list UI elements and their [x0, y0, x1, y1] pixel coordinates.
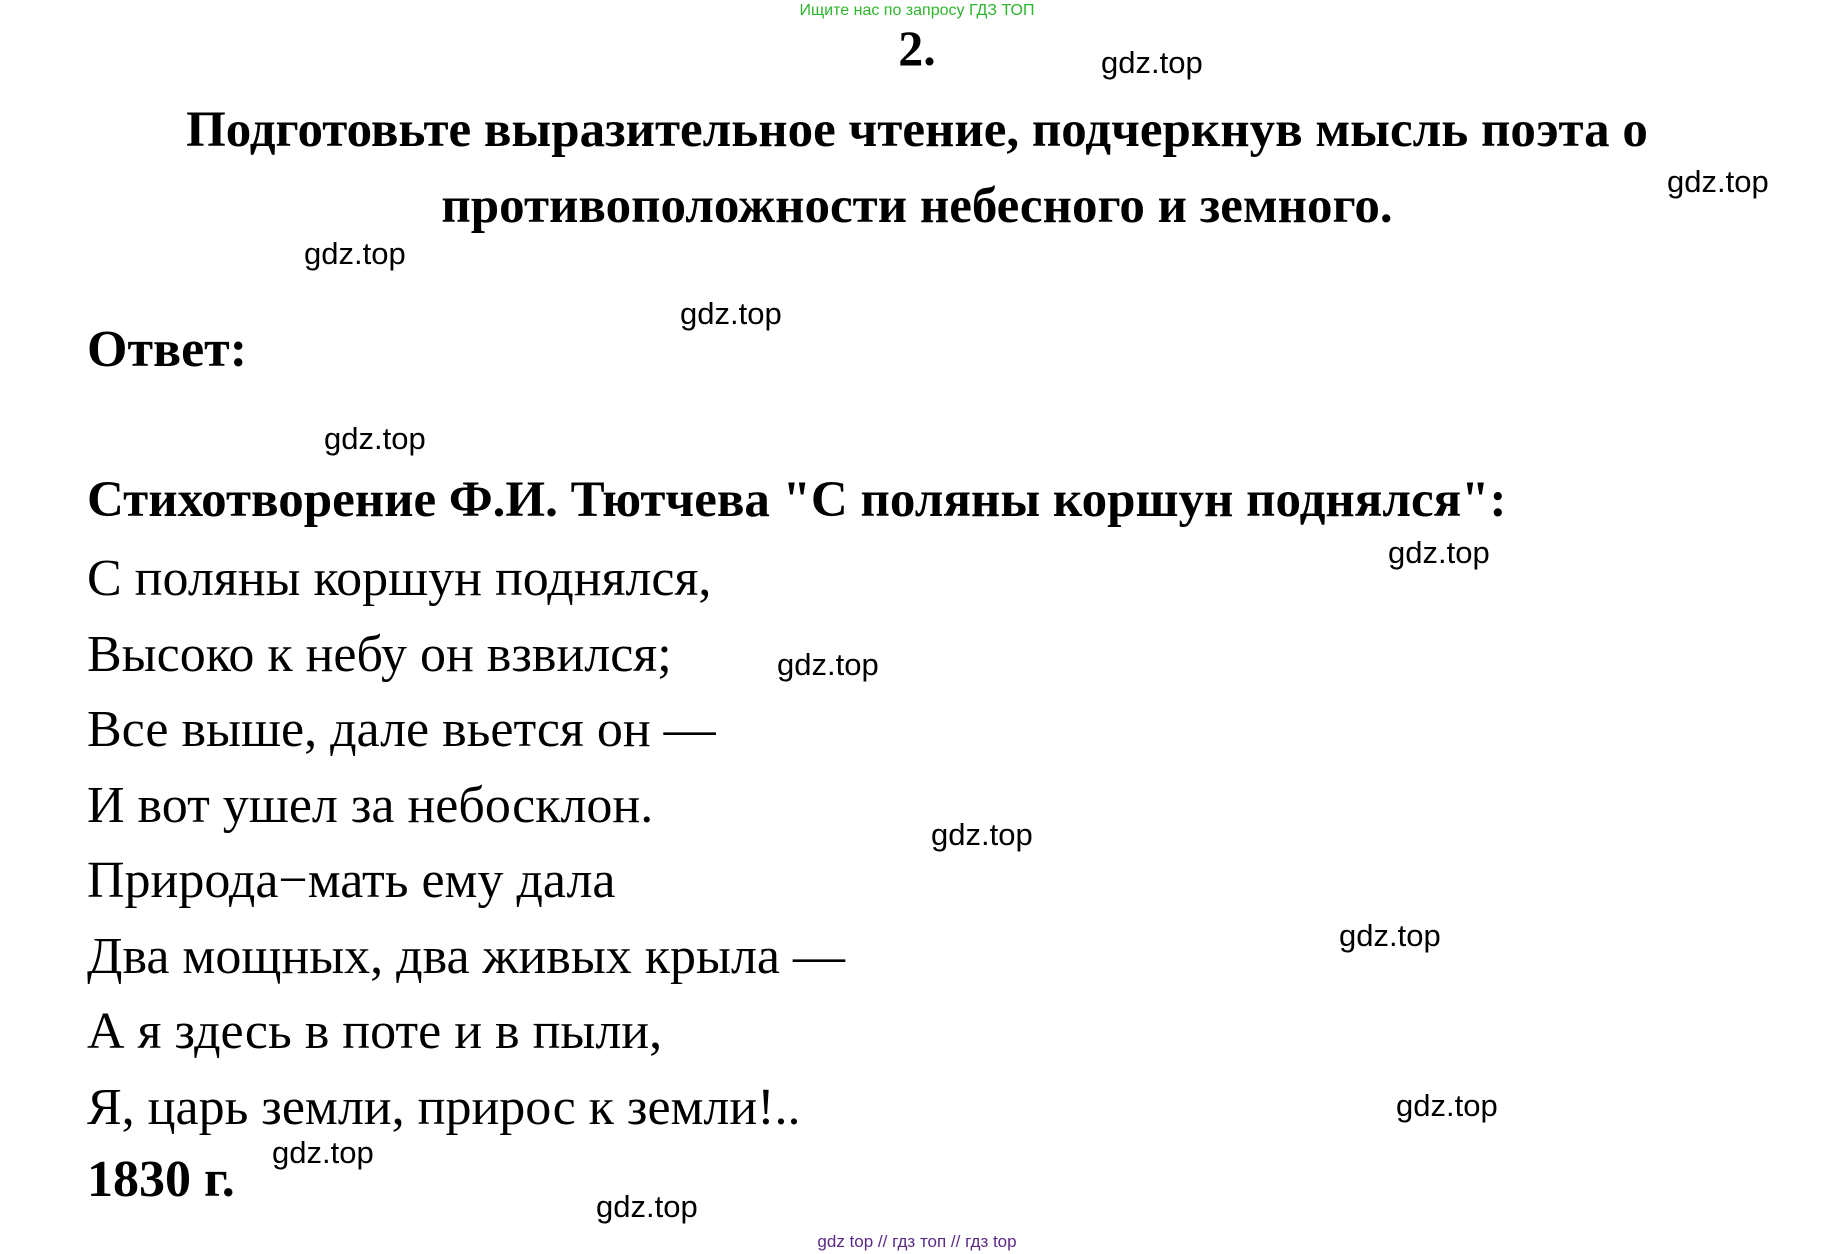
top-banner: Ищите нас по запросу ГДЗ ТОП	[799, 2, 1035, 19]
poem-lines	[87, 541, 845, 1145]
watermark: gdz.top	[680, 296, 782, 331]
watermark: gdz.top	[931, 817, 1033, 852]
poem-line: Два мощных, два живых крыла —	[87, 927, 846, 985]
watermark: gdz.top	[1396, 1088, 1498, 1123]
watermark: gdz.top	[777, 647, 879, 682]
answer-label: Ответ:	[87, 321, 248, 378]
poem-year: 1830 г.	[87, 1151, 235, 1208]
poem-line: Все выше, дале вьется он —	[87, 701, 716, 758]
watermark: gdz.top	[1339, 918, 1441, 953]
watermark: gdz.top	[1101, 45, 1203, 80]
watermark: gdz.top	[1388, 535, 1490, 570]
poem-line: А я здесь в поте и в пыли,	[87, 1003, 663, 1060]
watermark: gdz.top	[324, 421, 426, 456]
watermark: gdz.top	[1667, 164, 1769, 199]
watermark: gdz.top	[272, 1135, 374, 1170]
poem-line: Высоко к небу он взвился;	[87, 625, 672, 683]
watermark: gdz.top	[304, 236, 406, 271]
poem-heading: Стихотворение Ф.И. Тютчева "С поляны коршун поднялся":	[87, 472, 1507, 528]
poem-line: Природа−мать ему дала	[87, 852, 616, 909]
poem-line: И вот ушел за небосклон.	[87, 776, 654, 834]
poem-line: С поляны коршун поднялся,	[87, 550, 712, 607]
poem-line: Я, царь земли, прирос к земли!..	[87, 1078, 801, 1136]
footer-watermark: gdz top // гдз топ // гдз top	[817, 1232, 1017, 1251]
task-number: 2.	[898, 20, 936, 76]
watermark: gdz.top	[596, 1189, 698, 1224]
task-text: Подготовьте выразительное чтение, подчеркнув мысль поэта о противоположности небесного и земного.	[186, 102, 1648, 234]
